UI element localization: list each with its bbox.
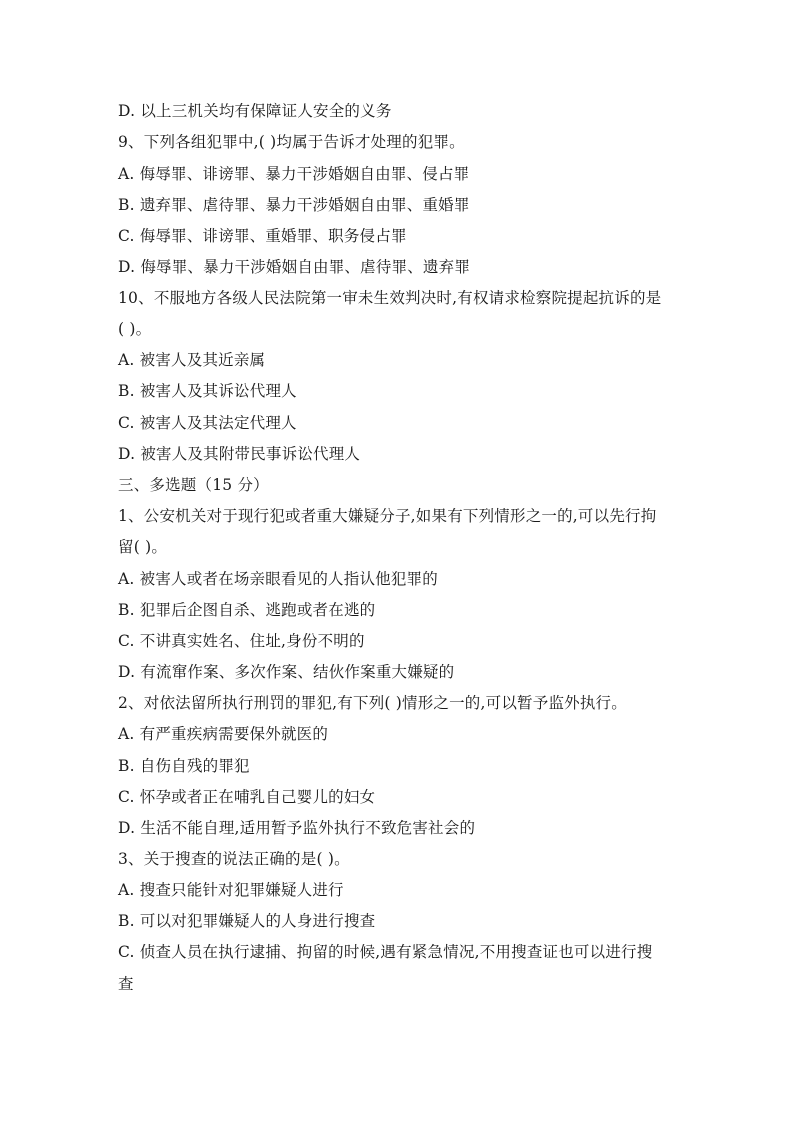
mc-question-3-option-a: A. 搜查只能针对犯罪嫌疑人进行 [118, 881, 344, 899]
mc-question-3-option-c: C. 侦查人员在执行逮捕、拘留的时候,遇有紧急情况,不用搜查证也可以进行搜 [118, 943, 653, 961]
question-9-option-c: C. 侮辱罪、诽谤罪、重婚罪、职务侵占罪 [118, 227, 407, 245]
question-9-option-d: D. 侮辱罪、暴力干涉婚姻自由罪、虐待罪、遗弃罪 [118, 258, 471, 276]
mc-question-3-option-c-continued: 查 [118, 975, 134, 993]
question-10-option-c: C. 被害人及其法定代理人 [118, 414, 297, 432]
mc-question-1-option-b: B. 犯罪后企图自杀、逃跑或者在逃的 [118, 601, 376, 619]
mc-question-1-option-c: C. 不讲真实姓名、住址,身份不明的 [118, 632, 365, 650]
question-9-option-a: A. 侮辱罪、诽谤罪、暴力干涉婚姻自由罪、侵占罪 [118, 165, 470, 183]
mc-question-3-stem: 3、关于搜查的说法正确的是( )。 [118, 850, 350, 868]
mc-question-1-option-a: A. 被害人或者在场亲眼看见的人指认他犯罪的 [118, 570, 438, 588]
mc-question-2-option-c: C. 怀孕或者正在哺乳自己婴儿的妇女 [118, 788, 376, 806]
mc-question-2-option-b: B. 自伤自残的罪犯 [118, 757, 250, 775]
question-10-stem: 10、不服地方各级人民法院第一审未生效判决时,有权请求检察院提起抗诉的是 [118, 289, 662, 307]
mc-question-2-stem: 2、对依法留所执行刑罚的罪犯,有下列( )情形之一的,可以暂予监外执行。 [118, 694, 627, 712]
question-9-option-b: B. 遗弃罪、虐待罪、暴力干涉婚姻自由罪、重婚罪 [118, 196, 470, 214]
mc-question-1-stem-continued: 留( )。 [118, 538, 168, 556]
mc-question-2-option-a: A. 有严重疾病需要保外就医的 [118, 725, 329, 743]
question-10-option-a: A. 被害人及其近亲属 [118, 351, 266, 369]
question-9-stem: 9、下列各组犯罪中,( )均属于告诉才处理的犯罪。 [118, 133, 465, 151]
question-10-stem-continued: ( )。 [118, 320, 152, 338]
mc-question-1-stem: 1、公安机关对于现行犯或者重大嫌疑分子,如果有下列情形之一的,可以先行拘 [118, 507, 657, 525]
mc-question-3-option-b: B. 可以对犯罪嫌疑人的人身进行搜查 [118, 912, 376, 930]
mc-question-2-option-d: D. 生活不能自理,适用暂予监外执行不致危害社会的 [118, 819, 476, 837]
section-heading: 三、多选题（15 分） [118, 476, 269, 494]
mc-question-1-option-d: D. 有流窜作案、多次作案、结伙作案重大嫌疑的 [118, 663, 455, 681]
question-10-option-d: D. 被害人及其附带民事诉讼代理人 [118, 445, 361, 463]
question-10-option-b: B. 被害人及其诉讼代理人 [118, 382, 297, 400]
text-line: D. 以上三机关均有保障证人安全的义务 [118, 102, 392, 120]
